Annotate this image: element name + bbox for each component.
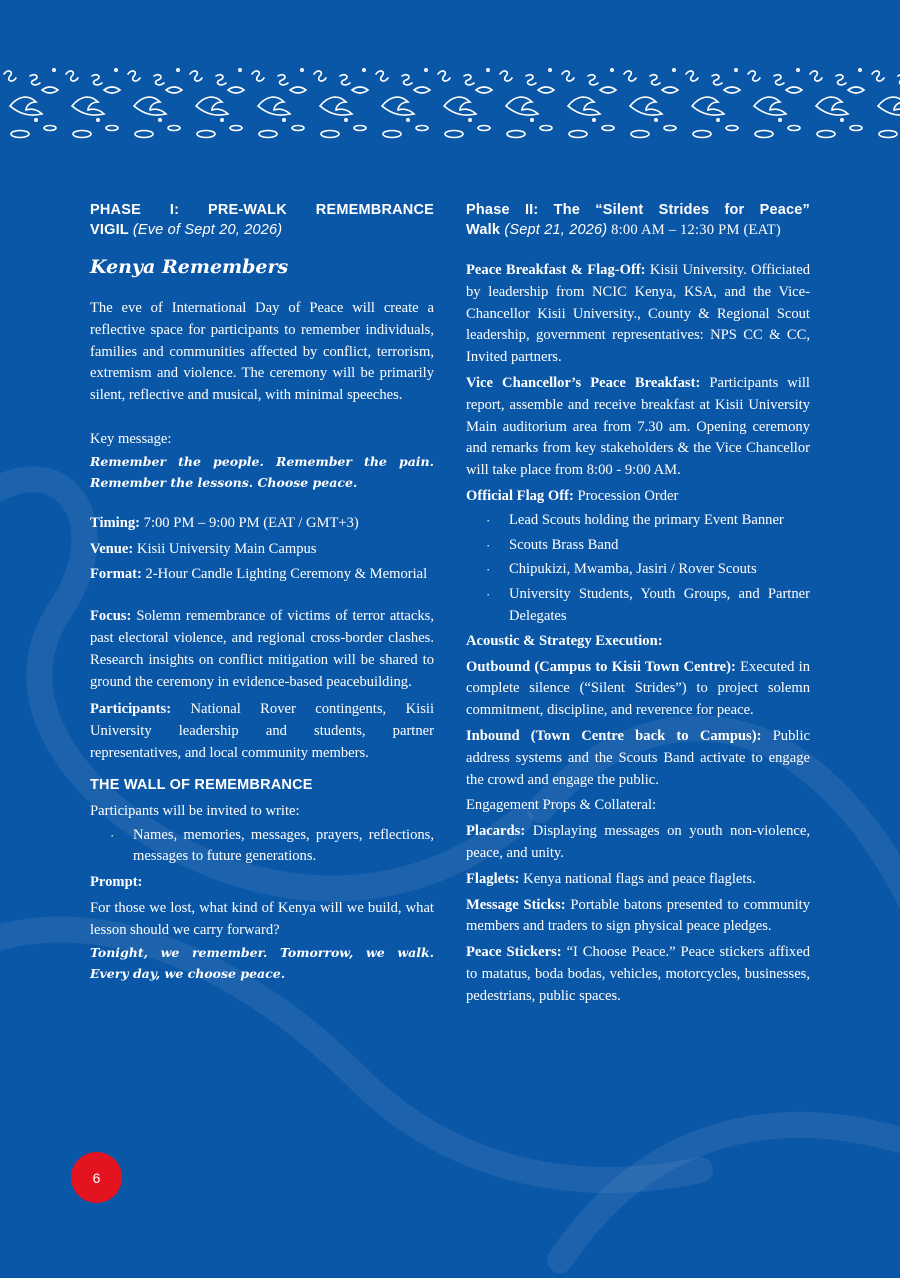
phase1-heading: PHASE I: PRE-WALK REMEMBRANCE — [90, 202, 434, 218]
section-title-kenya-remembers: Kenya Remembers — [90, 256, 289, 278]
dove-icon — [630, 97, 662, 115]
flag-off-line — [466, 486, 810, 508]
key-message-text: Remember the people. Remember the pain. Remember the lessons. Choose peace. — [90, 453, 434, 490]
message-sticks-value: Portable batons presented to community members and traders to sign physical peace pledges. — [466, 896, 810, 935]
dot-icon — [407, 119, 409, 121]
phase2-date: (Sept 21, 2026) — [504, 222, 608, 238]
page-number-badge — [71, 1152, 122, 1203]
list-item — [90, 825, 434, 869]
wall-of-remembrance-heading: THE WALL OF REMEMBRANCE — [90, 776, 313, 793]
swirl-icon — [402, 75, 412, 85]
dot-icon — [53, 69, 55, 71]
wall-intro: Participants will be invited to write: — [90, 802, 300, 819]
bird-icon — [290, 87, 306, 93]
inbound-paragraph — [466, 726, 810, 791]
ring-icon — [73, 131, 91, 138]
swirl-icon — [686, 71, 698, 81]
dove-icon — [754, 97, 786, 115]
bird-icon — [662, 87, 678, 93]
message-sticks-label: Message Sticks: — [466, 896, 566, 913]
dot-icon — [159, 119, 161, 121]
format-label: Format: — [90, 566, 142, 583]
swirl-icon — [774, 75, 784, 85]
phase2-heading: Phase II: The “Silent Strides for Peace” — [466, 202, 810, 218]
bird-icon — [600, 87, 616, 93]
peace-breakfast-value: Kisii University. Officiated by leadership from NCIC Kenya, KSA, and the Vice-Chancellor Kisii University., County & Regional Scout leadership, government representatives: NPS CC & CC, Invited partners. — [466, 262, 811, 366]
swirl-icon — [376, 71, 388, 81]
dot-icon — [283, 119, 285, 121]
swirl-icon — [810, 71, 822, 81]
ring-icon — [383, 131, 401, 138]
dot-icon — [841, 119, 843, 121]
ring-icon — [135, 131, 153, 138]
dove-icon — [878, 97, 900, 115]
ring-icon — [726, 126, 738, 131]
swirl-icon — [154, 75, 164, 85]
bird-icon — [352, 87, 368, 93]
ring-icon — [540, 126, 552, 131]
timing-value: 7:00 PM – 9:00 PM (EAT / GMT+3) — [140, 514, 359, 531]
swirl-icon — [340, 75, 350, 85]
swirl-icon — [650, 75, 660, 85]
inbound-value: Public address systems and the Scouts Band activate to engage the crowd and engage the public. — [466, 727, 810, 788]
ring-icon — [755, 131, 773, 138]
swirl-icon — [526, 75, 536, 85]
dot-icon — [531, 119, 533, 121]
venue-label: Venue: — [90, 540, 134, 557]
dot-icon — [593, 119, 595, 121]
placards-paragraph — [466, 821, 810, 865]
dot-icon — [363, 69, 365, 71]
ring-icon — [788, 126, 800, 131]
ring-icon — [507, 131, 525, 138]
dot-icon — [487, 69, 489, 71]
dot-icon — [345, 119, 347, 121]
participants-paragraph — [90, 699, 434, 764]
swirl-icon — [66, 71, 78, 81]
bullet-icon: · — [486, 587, 491, 603]
swirl-icon — [128, 71, 140, 81]
bird-icon — [538, 87, 554, 93]
bullet-icon: · — [486, 512, 491, 528]
bullet-icon: · — [486, 537, 491, 553]
wall-items-list — [90, 825, 434, 869]
vc-breakfast-label: Vice Chancellor’s Peace Breakfast: — [466, 374, 701, 391]
flag-off-label: Official Flag Off: — [466, 487, 574, 504]
placards-label: Placards: — [466, 823, 526, 840]
phase1-date: (Eve of Sept 20, 2026) — [132, 222, 283, 238]
acoustic-label: Acoustic & Strategy Execution: — [466, 632, 663, 649]
list-item — [466, 535, 810, 557]
ring-icon — [230, 126, 242, 131]
inbound-label: Inbound (Town Centre back to Campus): — [466, 727, 762, 744]
swirl-icon — [278, 75, 288, 85]
participants-label: Participants: — [90, 701, 172, 718]
ring-icon — [354, 126, 366, 131]
ring-icon — [259, 131, 277, 138]
bird-icon — [476, 87, 492, 93]
ring-icon — [664, 126, 676, 131]
procession-list — [466, 510, 810, 628]
venue-line — [90, 539, 434, 561]
dove-icon — [816, 97, 848, 115]
dove-icon — [134, 97, 166, 115]
ring-icon — [292, 126, 304, 131]
swirl-icon — [836, 75, 846, 85]
ring-icon — [631, 131, 649, 138]
dot-icon — [717, 119, 719, 121]
dove-icon — [258, 97, 290, 115]
bird-icon — [228, 87, 244, 93]
dot-icon — [221, 119, 223, 121]
outbound-value: Executed in complete silence (“Silent Strides”) to project solemn commitment, discipline, and reverence for peace. — [466, 658, 810, 719]
ring-icon — [817, 131, 835, 138]
ring-icon — [445, 131, 463, 138]
swirl-icon — [216, 75, 226, 85]
flag-off-value: Procession Order — [573, 487, 679, 504]
phase1-heading-line2 — [90, 220, 434, 240]
swirl-icon — [4, 71, 16, 81]
list-item — [466, 584, 810, 628]
swirl-icon — [748, 71, 760, 81]
decorative-dove-banner — [0, 62, 900, 144]
phase2-time: 8:00 AM – 12:30 PM (EAT) — [607, 222, 781, 238]
dot-icon — [301, 69, 303, 71]
bird-icon — [848, 87, 864, 93]
flaglets-label: Flaglets: — [466, 870, 520, 887]
dove-icon — [320, 97, 352, 115]
timing-line — [90, 513, 434, 535]
swirl-icon — [588, 75, 598, 85]
flaglets-paragraph — [466, 869, 810, 891]
outbound-label: Outbound (Campus to Kisii Town Centre): — [466, 658, 736, 675]
peace-breakfast-paragraph — [466, 260, 810, 369]
format-value: 2-Hour Candle Lighting Ceremony & Memorial — [141, 566, 428, 583]
dot-icon — [797, 69, 799, 71]
peace-stickers-paragraph — [466, 942, 810, 1007]
procession-item: Lead Scouts holding the primary Event Banner — [509, 511, 784, 528]
bird-icon — [104, 87, 120, 93]
bird-icon — [414, 87, 430, 93]
prompt-label: Prompt: — [90, 874, 143, 891]
vc-breakfast-paragraph — [466, 373, 810, 482]
focus-paragraph — [90, 606, 434, 693]
dot-icon — [673, 69, 675, 71]
bird-icon — [724, 87, 740, 93]
flaglets-value: Kenya national flags and peace flaglets. — [519, 870, 756, 887]
prompt-text: For those we lost, what kind of Kenya will we build, what lesson should we carry forward? — [90, 899, 434, 938]
vc-breakfast-value: Participants will report, assemble and receive breakfast at Kisii University Main auditorium area from 7.30 am. Opening ceremony and remarks from key stakeholders & the Vice Chancellor will take place from 8:00 - 9:00 AM. — [466, 374, 810, 479]
swirl-icon — [500, 71, 512, 81]
participants-value: National Rover contingents, Kisii University leadership and students, partner representatives, and local community members. — [90, 701, 434, 761]
wall-item-text: Names, memories, messages, prayers, reflections, messages to future generations. — [133, 826, 434, 865]
focus-value: Solemn remembrance of victims of terror attacks, past electoral violence, and regional cross-border clashes. Research insights on conflict mitigation will be shared to ground the ceremony in evidence-based peacebuilding. — [90, 608, 434, 690]
ring-icon — [693, 131, 711, 138]
phase2-heading-walk: Walk — [466, 222, 501, 238]
dove-icon — [444, 97, 476, 115]
ring-icon — [321, 131, 339, 138]
ring-icon — [197, 131, 215, 138]
ring-icon — [602, 126, 614, 131]
bird-icon — [786, 87, 802, 93]
ring-icon — [106, 126, 118, 131]
procession-item: Chipukizi, Mwamba, Jasiri / Rover Scouts — [509, 561, 757, 578]
dove-icon — [72, 97, 104, 115]
timing-label: Timing: — [90, 514, 141, 531]
dove-icon — [382, 97, 414, 115]
ring-icon — [478, 126, 490, 131]
dot-icon — [35, 119, 37, 121]
format-line — [90, 564, 434, 586]
outbound-paragraph — [466, 657, 810, 722]
intro-paragraph: The eve of International Day of Peace will create a reflective space for participants to remember individuals, families and communities affected by conflict, terrorism, extremism and violence. The ceremony will be primarily silent, reflective and musical, with minimal speeches. — [90, 300, 434, 404]
prompt-line — [90, 872, 434, 894]
swirl-icon — [190, 71, 202, 81]
focus-label: Focus: — [90, 608, 132, 625]
dot-icon — [611, 69, 613, 71]
dot-icon — [239, 69, 241, 71]
list-item — [466, 559, 810, 581]
ring-icon — [569, 131, 587, 138]
dot-icon — [655, 119, 657, 121]
dove-icon — [692, 97, 724, 115]
swirl-icon — [872, 71, 884, 81]
procession-item: Scouts Brass Band — [509, 536, 619, 553]
dot-icon — [859, 69, 861, 71]
dot-icon — [779, 119, 781, 121]
list-item — [466, 510, 810, 532]
props-heading: Engagement Props & Collateral: — [466, 797, 657, 814]
dot-icon — [425, 69, 427, 71]
dot-icon — [549, 69, 551, 71]
placards-value: Displaying messages on youth non-violence, peace, and unity. — [466, 823, 810, 861]
ring-icon — [879, 131, 897, 138]
message-sticks-paragraph — [466, 895, 810, 939]
ring-icon — [11, 131, 29, 138]
swirl-icon — [92, 75, 102, 85]
ring-icon — [416, 126, 428, 131]
key-message-label: Key message: — [90, 430, 172, 447]
dove-icon — [196, 97, 228, 115]
venue-value: Kisii University Main Campus — [133, 540, 317, 557]
peace-stickers-label: Peace Stickers: — [466, 944, 562, 961]
swirl-icon — [438, 71, 450, 81]
bullet-icon: · — [110, 827, 115, 843]
page-number: 6 — [92, 1169, 101, 1186]
right-column — [466, 200, 810, 1008]
left-column — [90, 200, 434, 984]
dot-icon — [177, 69, 179, 71]
phase2-heading-line2 — [466, 220, 810, 240]
swirl-icon — [314, 71, 326, 81]
dot-icon — [735, 69, 737, 71]
dot-icon — [115, 69, 117, 71]
dot-icon — [97, 119, 99, 121]
procession-item: University Students, Youth Groups, and Partner Delegates — [509, 586, 810, 624]
dove-icon — [568, 97, 600, 115]
swirl-icon — [712, 75, 722, 85]
phase1-heading-vigil: VIGIL — [90, 222, 129, 238]
bird-icon — [42, 87, 58, 93]
ring-icon — [850, 126, 862, 131]
peace-breakfast-label: Peace Breakfast & Flag-Off: — [466, 262, 646, 278]
dove-icon — [10, 97, 42, 115]
ring-icon — [44, 126, 56, 131]
dot-icon — [469, 119, 471, 121]
swirl-icon — [562, 71, 574, 81]
swirl-icon — [30, 75, 40, 85]
swirl-icon — [252, 71, 264, 81]
bullet-icon: · — [486, 562, 491, 578]
swirl-icon — [624, 71, 636, 81]
closing-message: Tonight, we remember. Tomorrow, we walk. Every day, we choose peace. — [90, 944, 434, 981]
peace-stickers-value: “I Choose Peace.” Peace stickers affixed to matatus, boda bodas, vehicles, motorcycles, businesses, pedestrians, public spaces. — [466, 944, 810, 1004]
bird-icon — [166, 87, 182, 93]
swirl-icon — [464, 75, 474, 85]
dove-icon — [506, 97, 538, 115]
ring-icon — [168, 126, 180, 131]
acoustic-heading — [466, 631, 810, 653]
